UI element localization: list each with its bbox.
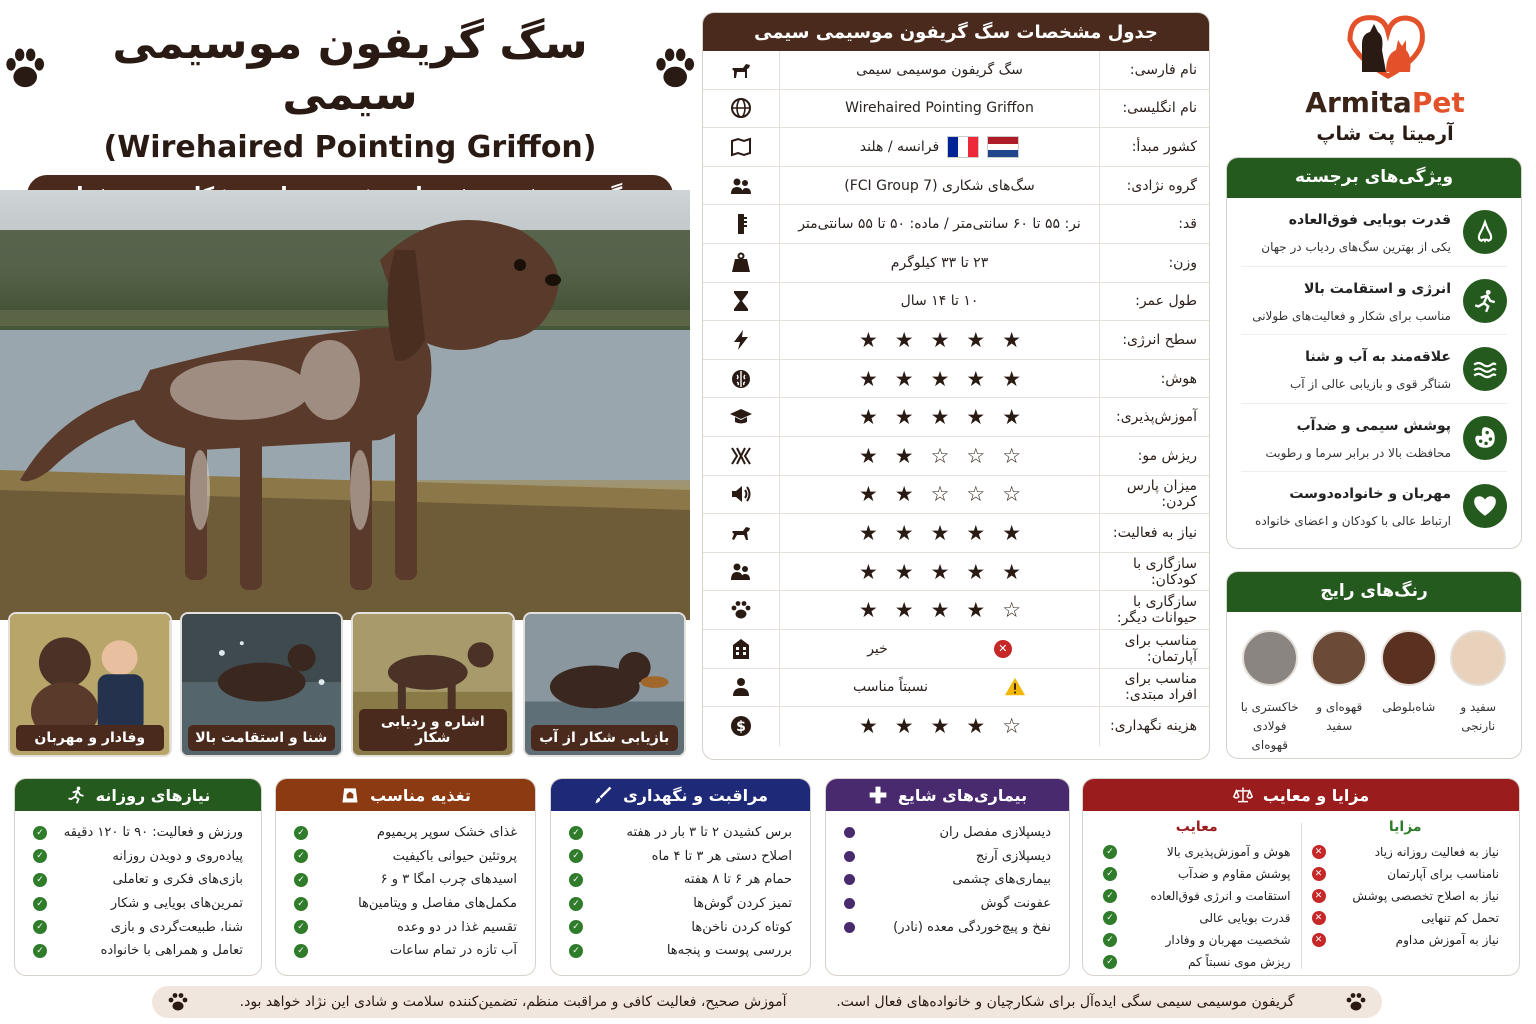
star-rating	[779, 707, 1099, 746]
graduation-icon	[729, 405, 753, 429]
nutrition-list	[276, 811, 535, 963]
page-title: سگ گریفون موسیمی سیمی	[112, 18, 588, 120]
stars: ★★★★★	[858, 520, 1039, 545]
diseases-title: بیماری‌های شایع	[897, 785, 1028, 805]
list-item: تقسیم غذا در دو وعده ✓	[294, 915, 517, 939]
close-icon: ✕	[1312, 933, 1326, 947]
color-name: خاکستری با فولادی قهوه‌ای	[1240, 700, 1299, 753]
spec-label: هزینه نگهداری:	[1099, 707, 1209, 746]
stars: ★★★★☆	[858, 598, 1039, 623]
spec-label: قد:	[1099, 205, 1209, 243]
check-icon: ✓	[33, 944, 47, 958]
check-icon: ✓	[294, 826, 308, 840]
color-item	[1444, 630, 1514, 756]
star-rating	[779, 321, 1099, 359]
thumbnail	[180, 612, 344, 757]
thumbnail	[8, 612, 172, 757]
check-icon: ✓	[1103, 845, 1117, 859]
stars: ★★☆☆☆	[858, 443, 1039, 468]
group-icon	[729, 174, 753, 198]
check-icon: ✓	[294, 849, 308, 863]
speaker-icon	[729, 482, 753, 506]
weight-icon	[729, 251, 753, 275]
spec-value: سگ گریفون موسیمی سیمی	[779, 51, 1099, 89]
feature-title: مهربان و خانواده‌دوست	[1289, 486, 1451, 502]
bullet-icon	[844, 922, 855, 933]
list-item: تمیز کردن گوش‌ها ✓	[569, 892, 792, 916]
person-icon	[729, 675, 753, 699]
care-header	[551, 779, 810, 811]
spec-label: گروه نژادی:	[1099, 167, 1209, 205]
bullet-icon	[844, 851, 855, 862]
dog-illustration	[0, 190, 690, 620]
apartment-text: خیر	[867, 640, 888, 657]
list-item: شخصیت مهربان و وفادار ✓	[1103, 929, 1291, 951]
thumbnail-caption: اشاره و ردیابی شکار	[359, 709, 507, 751]
check-icon: ✓	[569, 873, 583, 887]
spec-label: وزن:	[1099, 244, 1209, 282]
hero-photo	[0, 190, 690, 620]
check-icon: ✓	[1103, 955, 1117, 969]
thumbnail	[351, 612, 515, 757]
color-name: قهوه‌ای و سفید	[1316, 700, 1363, 734]
list-item: نیاز به آموزش مداوم ✕	[1312, 929, 1500, 951]
check-icon: ✓	[33, 920, 47, 934]
building-icon	[729, 637, 753, 661]
spec-label: مناسب برای افراد مبتدی:	[1099, 669, 1209, 707]
thumbnail	[523, 612, 687, 757]
thumbnail-strip	[8, 612, 686, 757]
thumbnail-caption: بازیابی شکار از آب	[531, 725, 679, 751]
map-icon	[729, 135, 753, 159]
feature-title: قدرت بویایی فوق‌العاده	[1288, 212, 1451, 228]
brush-icon	[593, 785, 613, 805]
pros-title: مزایا	[1388, 819, 1422, 835]
list-item: بیماری‌های چشمی	[844, 868, 1051, 892]
list-item: حمام هر ۶ تا ۸ هفته ✓	[569, 868, 792, 892]
diseases-box	[825, 778, 1070, 976]
divider	[1301, 823, 1302, 969]
check-icon: ✓	[33, 849, 47, 863]
cons-title: معایب	[1175, 819, 1218, 835]
list-item: برس کشیدن ۲ تا ۳ بار در هفته ✓	[569, 821, 792, 845]
spec-label: کشور مبدأ:	[1099, 128, 1209, 166]
pros-column	[1302, 819, 1510, 973]
star-rating	[779, 591, 1099, 629]
pros-list	[1302, 841, 1510, 951]
spec-label: هوش:	[1099, 360, 1209, 398]
check-icon: ✓	[1103, 911, 1117, 925]
list-item: نفخ و پیچ‌خوردگی معده (نادر)	[844, 915, 1051, 939]
spec-table	[702, 12, 1210, 760]
check-icon: ✓	[569, 944, 583, 958]
check-icon: ✓	[294, 944, 308, 958]
daily-needs-header	[15, 779, 261, 811]
feature-item	[1241, 198, 1507, 267]
spec-label: آموزش‌پذیری:	[1099, 398, 1209, 436]
spec-row-weight	[703, 244, 1209, 283]
paw-icon	[0, 41, 50, 97]
spec-value	[779, 630, 1099, 668]
list-item: ریزش موی نسبتاً کم ✓	[1103, 951, 1291, 973]
spec-row-breed-group	[703, 167, 1209, 206]
hourglass-icon	[729, 289, 753, 313]
stars: ★★★★★	[858, 559, 1039, 584]
close-icon: ✕	[1312, 845, 1326, 859]
coat-icon	[1472, 425, 1498, 451]
list-item: شنا، طبیعت‌گردی و بازی ✓	[33, 915, 243, 939]
france-flag-icon	[947, 136, 979, 158]
check-icon: ✓	[294, 920, 308, 934]
brand-logo[interactable]	[1300, 10, 1470, 145]
fur-icon	[729, 444, 753, 468]
list-item: نامناسب برای آپارتمان ✕	[1312, 863, 1500, 885]
list-item: تعامل و همراهی با خانواده ✓	[33, 939, 243, 963]
svg-text:$: $	[736, 719, 746, 736]
color-item	[1305, 630, 1375, 756]
spec-label: میزان پارس کردن:	[1099, 476, 1209, 514]
thumbnail-caption: شنا و استقامت بالا	[188, 725, 336, 751]
spec-label: سطح انرژی:	[1099, 321, 1209, 359]
close-icon: ✕	[1312, 911, 1326, 925]
spec-table-title: جدول مشخصات سگ گریفون موسیمی سیمی	[703, 13, 1209, 51]
daily-needs-list	[15, 811, 261, 963]
feature-title: پوشش سیمی و ضدآب	[1296, 417, 1451, 434]
feature-desc: شناگر قوی و بازیابی عالی از آب	[1289, 377, 1451, 391]
list-item: عفونت گوش	[844, 892, 1051, 916]
feature-item	[1241, 267, 1507, 336]
features-panel	[1226, 157, 1522, 549]
check-icon: ✓	[1103, 867, 1117, 881]
care-box	[550, 778, 811, 976]
spec-row-activity	[703, 514, 1209, 553]
thumbnail-caption: وفادار و مهربان	[16, 725, 164, 751]
pros-cons-box	[1082, 778, 1520, 976]
spec-row-lifespan	[703, 283, 1209, 322]
list-item: اصلاح دستی هر ۳ تا ۴ ماه ✓	[569, 845, 792, 869]
feature-item	[1241, 335, 1507, 404]
spec-label: نیاز به فعالیت:	[1099, 514, 1209, 552]
pros-cons-body	[1083, 811, 1519, 973]
color-swatch	[1311, 630, 1367, 686]
spec-value: Wirehaired Pointing Griffon	[779, 90, 1099, 128]
paw-icon	[650, 41, 700, 97]
spec-row-height	[703, 205, 1209, 244]
color-swatch	[1450, 630, 1506, 686]
care-title: مراقبت و نگهداری	[623, 785, 768, 805]
spec-row-other-pets	[703, 591, 1209, 630]
feature-desc: ارتباط عالی با کودکان و اعضای خانواده	[1255, 514, 1451, 528]
brain-icon	[729, 367, 753, 391]
color-item	[1374, 630, 1444, 756]
stars: ★★★★★	[858, 366, 1039, 391]
list-item: پروتئین حیوانی باکیفیت ✓	[294, 845, 517, 869]
bullet-icon	[844, 874, 855, 885]
spec-row-kids	[703, 553, 1209, 592]
netherlands-flag-icon	[987, 136, 1019, 158]
feature-title: علاقه‌مند به آب و شنا	[1305, 349, 1451, 365]
color-swatch	[1242, 630, 1298, 686]
water-icon	[1472, 356, 1498, 382]
feature-desc: یکی از بهترین سگ‌های ردیاب در جهان	[1261, 240, 1451, 254]
list-item: تحمل کم تنهایی ✕	[1312, 907, 1500, 929]
dollar-icon	[729, 714, 753, 738]
list-item: کوتاه کردن ناخن‌ها ✓	[569, 915, 792, 939]
check-icon: ✓	[1103, 933, 1117, 947]
care-list	[551, 811, 810, 963]
daily-needs-box	[14, 778, 262, 976]
origin-text: فرانسه / هلند	[859, 138, 940, 155]
check-icon: ✓	[569, 920, 583, 934]
nutrition-header	[276, 779, 535, 811]
color-swatch	[1381, 630, 1437, 686]
check-icon: ✓	[1103, 889, 1117, 903]
star-rating	[779, 398, 1099, 436]
feature-title: انرژی و استقامت بالا	[1303, 280, 1451, 297]
spec-value: سگ‌های شکاری (FCI Group 7)	[779, 167, 1099, 205]
spec-value	[779, 128, 1099, 166]
nose-icon	[1472, 219, 1498, 245]
diseases-header	[826, 779, 1069, 811]
stars: ★★☆☆☆	[858, 482, 1039, 507]
check-icon: ✓	[33, 826, 47, 840]
stars: ★★★★☆	[858, 714, 1039, 739]
list-item: اسیدهای چرب امگا ۳ و ۶ ✓	[294, 868, 517, 892]
colors-panel	[1226, 571, 1522, 759]
star-rating	[779, 360, 1099, 398]
scale-icon	[1233, 785, 1253, 805]
check-icon: ✓	[33, 873, 47, 887]
feature-desc: مناسب برای شکار و فعالیت‌های طولانی	[1252, 308, 1451, 323]
diseases-list	[826, 811, 1069, 939]
stars: ★★★★★	[858, 327, 1039, 352]
spec-row-origin	[703, 128, 1209, 167]
warning-icon	[1004, 676, 1026, 698]
star-rating	[779, 476, 1099, 514]
spec-label: ریزش مو:	[1099, 437, 1209, 475]
list-item: آب تازه در تمام ساعات ✓	[294, 939, 517, 963]
spec-row-barking	[703, 476, 1209, 515]
plus-icon	[868, 785, 888, 805]
brand-name-fa: آرمیتا پت شاپ	[1316, 123, 1454, 145]
cons-list	[1093, 841, 1301, 973]
close-icon: ✕	[1312, 867, 1326, 881]
check-icon: ✓	[569, 849, 583, 863]
check-icon: ✓	[569, 897, 583, 911]
spec-value	[779, 669, 1099, 707]
list-item: مکمل‌های مفاصل و ویتامین‌ها ✓	[294, 892, 517, 916]
spec-value: ۱۰ تا ۱۴ سال	[779, 283, 1099, 321]
list-item: پیاده‌روی و دویدن روزانه ✓	[33, 845, 243, 869]
nutrition-box	[275, 778, 536, 976]
dog-run-icon	[729, 521, 753, 545]
spec-row-english-name	[703, 90, 1209, 129]
spec-label: طول عمر:	[1099, 283, 1209, 321]
bullet-icon	[844, 898, 855, 909]
paw-icon	[729, 598, 753, 622]
list-item: هوش و آموزش‌پذیری بالا ✓	[1103, 841, 1291, 863]
paw-icon	[166, 990, 190, 1014]
list-item: دیسپلازی مفصل ران	[844, 821, 1051, 845]
color-item	[1235, 630, 1305, 756]
list-item: قدرت بویایی عالی ✓	[1103, 907, 1291, 929]
ruler-icon	[729, 212, 753, 236]
list-item: ورزش و فعالیت: ۹۰ تا ۱۲۰ دقیقه ✓	[33, 821, 243, 845]
color-name: شاه‌بلوطی	[1382, 700, 1436, 714]
color-list	[1227, 612, 1521, 756]
footer-text-left: آموزش صحیح، فعالیت کافی و مراقبت منظم، تضمین‌کننده سلامت و شادی این نژاد خواهد بود.	[239, 994, 787, 1010]
feature-item	[1241, 472, 1507, 541]
spec-label: مناسب برای آپارتمان:	[1099, 630, 1209, 668]
star-rating	[779, 514, 1099, 552]
lightning-icon	[729, 328, 753, 352]
food-bag-icon	[340, 785, 360, 805]
star-rating	[779, 437, 1099, 475]
spec-row-intelligence	[703, 360, 1209, 399]
close-icon: ✕	[994, 640, 1012, 658]
brand-name: ArmitaPet	[1305, 86, 1465, 119]
spec-row-apartment	[703, 630, 1209, 669]
spec-row-shedding	[703, 437, 1209, 476]
star-rating	[779, 553, 1099, 591]
heart-icon	[1472, 493, 1498, 519]
paw-icon	[1344, 990, 1368, 1014]
check-icon: ✓	[294, 897, 308, 911]
feature-desc: محافظت بالا در برابر سرما و رطوبت	[1265, 445, 1451, 460]
close-icon: ✕	[1312, 889, 1326, 903]
feature-item	[1241, 404, 1507, 473]
list-item: غذای خشک سوپر پریمیوم ✓	[294, 821, 517, 845]
dog-icon	[729, 58, 753, 82]
footer-banner	[152, 986, 1382, 1018]
check-icon: ✓	[33, 897, 47, 911]
check-icon: ✓	[294, 873, 308, 887]
spec-row-energy	[703, 321, 1209, 360]
pros-cons-title: مزایا و معایب	[1262, 785, 1370, 805]
list-item: پوشش مقاوم و ضدآب ✓	[1103, 863, 1291, 885]
spec-label: نام فارسی:	[1099, 51, 1209, 89]
nutrition-title: تغذیه مناسب	[370, 785, 471, 805]
runner-icon	[66, 785, 86, 805]
color-name: سفید و نارنجی	[1460, 700, 1497, 734]
family-icon	[729, 560, 753, 584]
list-item: نیاز به فعالیت روزانه زیاد ✕	[1312, 841, 1500, 863]
spec-label: سازگاری با حیوانات دیگر:	[1099, 591, 1209, 629]
spec-label: سازگاری با کودکان:	[1099, 553, 1209, 591]
colors-title: رنگ‌های رایج	[1227, 572, 1521, 612]
list-item: استقامت و انرژی فوق‌العاده ✓	[1103, 885, 1291, 907]
list-item: بازی‌های فکری و تعاملی ✓	[33, 868, 243, 892]
cons-column	[1093, 819, 1301, 973]
page-subtitle-en: (Wirehaired Pointing Griffon)	[103, 130, 597, 165]
title-block	[0, 18, 700, 215]
list-item: تمرین‌های بویایی و شکار ✓	[33, 892, 243, 916]
spec-row-trainability	[703, 398, 1209, 437]
title-row	[0, 18, 700, 120]
features-title: ویژگی‌های برجسته	[1227, 158, 1521, 198]
footer-text-right: گریفون موسیمی سیمی سگی ایده‌آل برای شکارچیان و خانواده‌های فعال است.	[836, 994, 1295, 1010]
spec-value: ۲۳ تا ۳۳ کیلوگرم	[779, 244, 1099, 282]
globe-icon	[729, 96, 753, 120]
pros-cons-header	[1083, 779, 1519, 811]
pet-logo-icon	[1340, 10, 1430, 80]
spec-row-persian-name	[703, 51, 1209, 90]
spec-row-cost	[703, 707, 1209, 746]
beginner-text: نسبتاً مناسب	[852, 679, 929, 696]
spec-row-beginners	[703, 669, 1209, 708]
bullet-icon	[844, 827, 855, 838]
list-item: دیسپلازی آرنج	[844, 845, 1051, 869]
list-item: نیاز به اصلاح تخصصی پوشش ✕	[1312, 885, 1500, 907]
spec-label: نام انگلیسی:	[1099, 90, 1209, 128]
spec-value: نر: ۵۵ تا ۶۰ سانتی‌متر / ماده: ۵۰ تا ۵۵ سانتی‌متر	[779, 205, 1099, 243]
check-icon: ✓	[569, 826, 583, 840]
daily-needs-title: نیازهای روزانه	[95, 785, 211, 805]
runner-icon	[1472, 288, 1498, 314]
stars: ★★★★★	[858, 405, 1039, 430]
list-item: بررسی پوست و پنجه‌ها ✓	[569, 939, 792, 963]
